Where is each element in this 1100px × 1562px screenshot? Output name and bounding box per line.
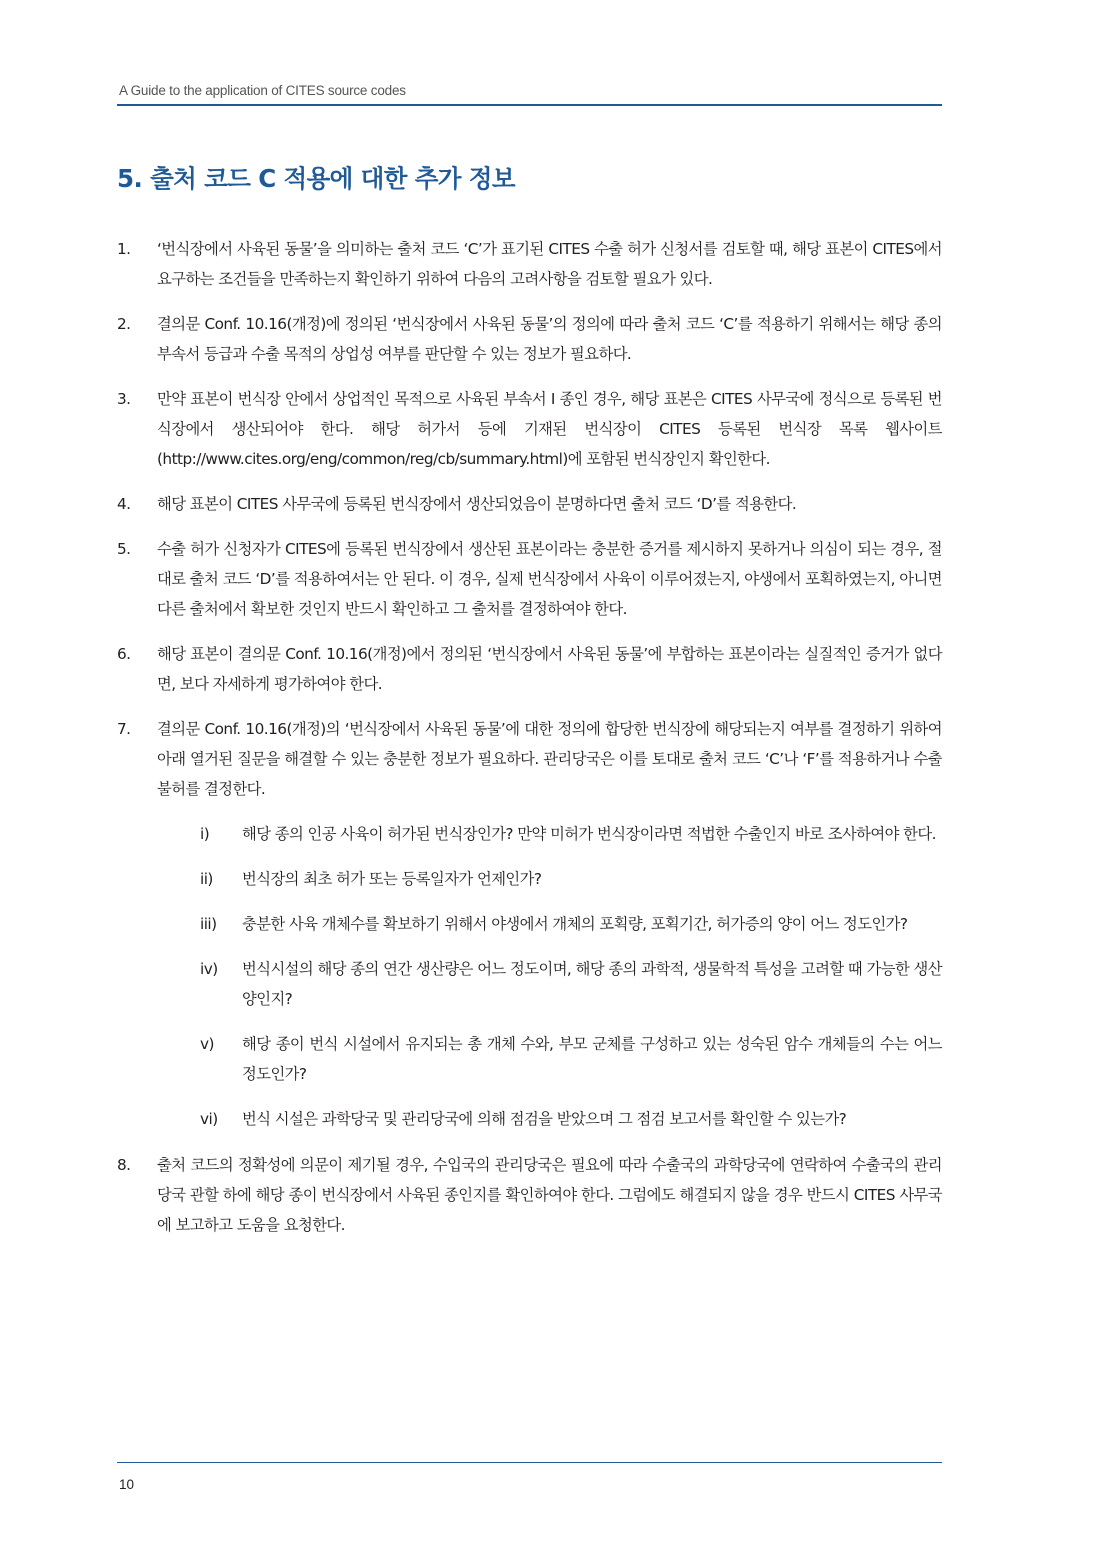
list-item <box>117 1150 942 1240</box>
item-number: 7. <box>117 720 131 738</box>
item-number: 2. <box>117 315 131 333</box>
item-text: 해당 표본이 CITES 사무국에 등록된 번식장에서 생산되었음이 분명하다면 출처 코드 ‘D’를 적용한다. <box>157 495 797 513</box>
sub-item-text: 번식 시설은 과학당국 및 관리당국에 의해 점검을 받았으며 그 점검 보고서를 확인할 수 있는가? <box>242 1110 847 1128</box>
sub-list-item <box>117 1104 942 1134</box>
item-text: 결의문 Conf. 10.16(개정)에 정의된 ‘번식장에서 사육된 동물’의 정의에 따라 출처 코드 ‘C’를 적용하기 위해서는 해당 종의 부속서 등급과 수출 목적의 상업성 여부를 판단할 수 있는 정보가 필요하다. <box>157 315 942 363</box>
item-text: ‘번식장에서 사육된 동물’을 의미하는 출처 코드 ‘C’가 표기된 CITES 수출 허가 신청서를 검토할 때, 해당 표본이 CITES에서 요구하는 조건들을 만족하는지 확인하기 위하여 다음의 고려사항을 검토할 필요가 있다. <box>157 240 942 288</box>
sub-item-number: i) <box>200 825 210 843</box>
item-number: 5. <box>117 540 131 558</box>
sub-question-list <box>117 819 942 1134</box>
item-text: 수출 허가 신청자가 CITES에 등록된 번식장에서 생산된 표본이라는 충분한 증거를 제시하지 못하거나 의심이 되는 경우, 절대로 출처 코드 ‘D’를 적용하여서는 안 된다. 이 경우, 실제 번식장에서 사육이 이루어졌는지, 야생에서 포획하였는지, 아니면 다른 출처에서 확보한 것인지 반드시 확인하고 그 출처를 결정하여야 한다. <box>157 540 942 618</box>
list-item <box>117 309 942 369</box>
sub-item-number: iii) <box>200 915 217 933</box>
list-item <box>117 714 942 804</box>
sub-item-number: vi) <box>200 1110 218 1128</box>
sub-item-text: 충분한 사육 개체수를 확보하기 위해서 야생에서 개체의 포획량, 포획기간, 허가증의 양이 어느 정도인가? <box>242 915 908 933</box>
list-item <box>117 639 942 699</box>
item-text: 해당 표본이 결의문 Conf. 10.16(개정)에서 정의된 ‘번식장에서 사육된 동물’에 부합하는 표본이라는 실질적인 증거가 없다면, 보다 자세하게 평가하여야 한다. <box>157 645 942 693</box>
item-text: 출처 코드의 정확성에 의문이 제기될 경우, 수입국의 관리당국은 필요에 따라 수출국의 과학당국에 연락하여 수출국의 관리당국 관할 하에 해당 종이 번식장에서 사육된 종인지를 확인하여야 한다. 그럼에도 해결되지 않을 경우 반드시 CITES 사무국에 보고하고 도움을 요청한다. <box>157 1156 942 1234</box>
item-text: 결의문 Conf. 10.16(개정)의 ‘번식장에서 사육된 동물’에 대한 정의에 합당한 번식장에 해당되는지 여부를 결정하기 위하여 아래 열거된 질문을 해결할 수 있는 충분한 정보가 필요하다. 관리당국은 이를 토대로 출처 코드 ‘C’나 ‘F’를 적용하거나 수출 불허를 결정한다. <box>157 720 942 798</box>
header-divider <box>117 104 942 106</box>
item-number: 6. <box>117 645 131 663</box>
list-item <box>117 234 942 294</box>
sub-list-item <box>117 1029 942 1089</box>
list-item <box>117 534 942 624</box>
sub-item-number: ii) <box>200 870 213 888</box>
sub-list-item <box>117 909 942 939</box>
page-number: 10 <box>119 1477 135 1492</box>
item-number: 1. <box>117 240 131 258</box>
sub-item-number: iv) <box>200 960 218 978</box>
section-content <box>117 234 942 1255</box>
sub-list-item <box>117 954 942 1014</box>
section-title: 5. 출처 코드 C 적용에 대한 추가 정보 <box>117 164 515 193</box>
sub-list-item <box>117 864 942 894</box>
sub-item-text: 해당 종이 번식 시설에서 유지되는 총 개체 수와, 부모 군체를 구성하고 있는 성숙된 암수 개체들의 수는 어느 정도인가? <box>242 1035 942 1083</box>
sub-item-text: 해당 종의 인공 사육이 허가된 번식장인가? 만약 미허가 번식장이라면 적법한 수출인지 바로 조사하여야 한다. <box>242 825 936 843</box>
list-item <box>117 384 942 474</box>
sub-item-text: 번식시설의 해당 종의 연간 생산량은 어느 정도이며, 해당 종의 과학적, 생물학적 특성을 고려할 때 가능한 생산 양인지? <box>242 960 942 1008</box>
sub-list-item <box>117 819 942 849</box>
item-text: 만약 표본이 번식장 안에서 상업적인 목적으로 사육된 부속서 I 종인 경우, 해당 표본은 CITES 사무국에 정식으로 등록된 번식장에서 생산되어야 한다. 해당 허가서 등에 기재된 번식장이 CITES 등록된 번식장 목록 웹사이트(http://www.cites.org/eng/common/reg/cb/summary.html)에 포함된 번식장인지 확인한다. <box>157 390 942 468</box>
running-header: A Guide to the application of CITES source codes <box>119 83 406 98</box>
item-number: 3. <box>117 390 131 408</box>
sub-item-number: v) <box>200 1035 214 1053</box>
item-number: 4. <box>117 495 131 513</box>
sub-item-text: 번식장의 최초 허가 또는 등록일자가 언제인가? <box>242 870 542 888</box>
list-item <box>117 489 942 519</box>
item-number: 8. <box>117 1156 131 1174</box>
footer-divider <box>117 1462 942 1463</box>
